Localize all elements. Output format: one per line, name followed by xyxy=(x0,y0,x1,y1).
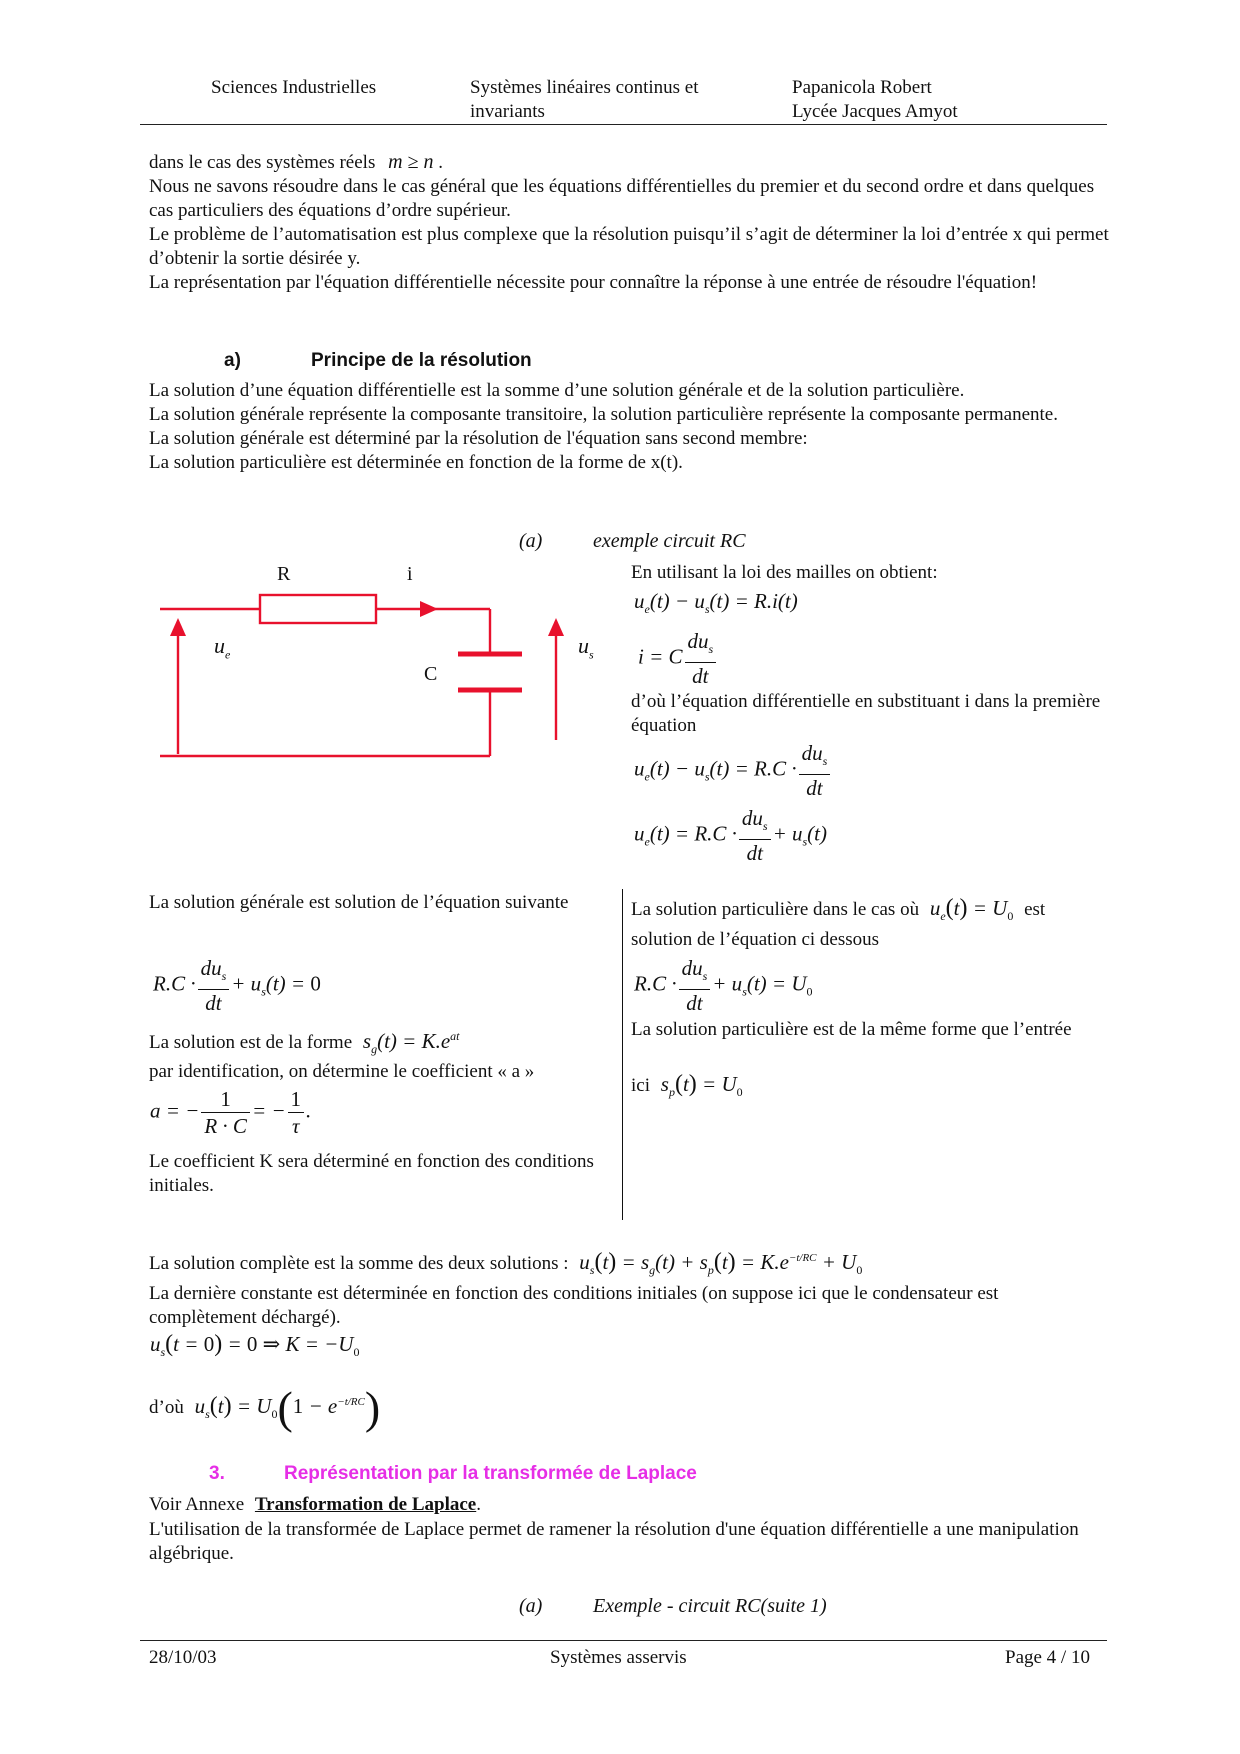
arrow-us-head xyxy=(548,618,564,636)
equation-particular: R.C · $\frac{du_s}{dt}$ + $u_s(t) = U_0$ xyxy=(634,956,813,1016)
equation-coef-a: a = − $\frac{1}{R \cdot C}$ = − $\frac{1}{\tau}$ . xyxy=(150,1087,312,1138)
label-R: R xyxy=(277,563,291,585)
coef-K-text: Le coefficient K sera déterminé en fonction des conditions initiales. xyxy=(149,1151,594,1196)
section-a-p3: La solution générale est déterminé par la résolution de l'équation sans second membre: xyxy=(149,428,808,449)
particular-same-form: La solution particulière est de la même forme que l’entrée xyxy=(631,1019,1072,1040)
intro-p3: Le problème de l’automatisation est plus complexe que la résolution puisqu’il s’agit de déterminer la loi d’entrée x qui permet d’obtenir la sortie désirée y. xyxy=(149,224,1109,269)
footer-date: 28/10/03 xyxy=(149,1647,217,1668)
equation-diff-1: $u_e(t) - u_s(t) = R.C$ · $\frac{du_s}{dt}$ xyxy=(634,740,832,801)
laplace-annex-link[interactable]: Transformation de Laplace xyxy=(254,1494,477,1515)
identification-text: par identification, on détermine le coefficient « a » xyxy=(149,1061,535,1082)
current-arrow-head xyxy=(420,601,438,617)
equation-mesh: $u_e(t) - u_s(t) = R.i(t)$ xyxy=(634,589,798,617)
header-right-line2: Lycée Jacques Amyot xyxy=(792,101,958,122)
equation-input-step: $u_e(t) = U_0$ xyxy=(929,895,1014,924)
section-a-p2: La solution générale représente la composante transitoire, la solution particulière représente la composante permanente. xyxy=(149,404,1058,425)
section-3-num: 3. xyxy=(209,1463,225,1484)
equation-initial-condition: $u_s(t = 0) = 0$ ⇒ $K = -U_0$ xyxy=(150,1331,360,1360)
section-a-p1: La solution d’une équation différentielle est la somme d’une solution générale et de la solution particulière. xyxy=(149,380,965,401)
resistor xyxy=(260,595,376,623)
equation-general-form: $s_g(t) = K.e^{at}$ xyxy=(362,1029,460,1057)
intro-block xyxy=(149,150,1109,295)
complete-solution-line: La solution complète est la somme des deux solutions : $u_s(t) = s_g(t) + s_p(t) = K.e^{-t/RC} + U_0$ xyxy=(149,1249,863,1278)
example-title: exemple circuit RC xyxy=(593,530,746,552)
voir-annexe-line: Voir Annexe Transformation de Laplace. xyxy=(149,1494,481,1515)
example2-title: Exemple - circuit RC(suite 1) xyxy=(593,1595,827,1617)
header-right xyxy=(792,76,958,124)
section-a-num: a) xyxy=(224,350,241,371)
footer-rule xyxy=(140,1640,1107,1641)
footer-page: Page 4 / 10 xyxy=(1005,1647,1090,1668)
header-center-line1: Systèmes linéaires continus et xyxy=(470,77,699,98)
equation-diff-2: $u_e(t) = R.C$ · $\frac{du_s}{dt}$ + $u_s(t)$ xyxy=(634,806,827,866)
general-form-line: La solution est de la forme $s_g(t) = K.e^{at}$ xyxy=(149,1029,460,1057)
particular-intro-line2: solution de l’équation ci dessous xyxy=(631,929,880,950)
example2-num: (a) xyxy=(519,1595,543,1617)
label-i: i xyxy=(407,563,413,585)
equation-particular-form: $s_p(t) = U_0$ xyxy=(660,1071,743,1100)
label-us: $u_s$ xyxy=(578,633,594,662)
particular-ici-line: ici $s_p(t) = U_0$ xyxy=(631,1071,743,1100)
section-a-title: Principe de la résolution xyxy=(311,350,532,371)
header-center-line2: invariants xyxy=(470,101,545,122)
label-C: C xyxy=(424,663,438,685)
general-solution-intro: La solution générale est solution de l’équation suivante xyxy=(149,892,569,913)
header-center xyxy=(470,76,698,124)
intro-math: m ≥ n xyxy=(388,151,434,173)
equation-final: $u_s(t) = U_0(1 - e^{-t/RC})$ xyxy=(194,1382,381,1433)
section-a-p4: La solution particulière est déterminée en fonction de la forme de x(t). xyxy=(149,452,683,473)
particular-intro-line: La solution particulière dans le cas où $u_e(t) = U_0$ est xyxy=(631,895,1046,924)
intro-line1: dans le cas des systèmes réels m ≥ n . xyxy=(149,151,444,173)
equation-homogeneous: R.C · $\frac{du_s}{dt}$ + $u_s(t) = 0$ xyxy=(153,956,321,1016)
header-right-line1: Papanicola Robert xyxy=(792,77,932,98)
final-solution-line: d’où $u_s(t) = U_0(1 - e^{-t/RC})$ xyxy=(149,1382,381,1433)
mesh-intro: En utilisant la loi des mailles on obtient: xyxy=(631,562,938,583)
example-num: (a) xyxy=(519,530,543,552)
section-a-body xyxy=(149,379,1109,475)
header-left: Sciences Industrielles xyxy=(211,77,377,98)
arrow-ue-head xyxy=(170,618,186,636)
section-3-title: Représentation par la transformée de Laplace xyxy=(284,1463,697,1484)
footer-center: Systèmes asservis xyxy=(550,1647,687,1668)
constant-text: La dernière constante est déterminée en fonction des conditions initiales (on suppose ici que le condensateur est complètement déchargé). xyxy=(149,1283,999,1328)
intro-p4: La représentation par l'équation différentielle nécessite pour connaître la réponse à une entrée de résoudre l'équation! xyxy=(149,272,1038,293)
label-ue: $u_e$ xyxy=(214,633,231,662)
equation-complete: $u_s(t) = s_g(t) + s_p(t) = K.e^{-t/RC} + U_0$ xyxy=(579,1249,863,1278)
substitution-text: d’où l’équation différentielle en substituant i dans la première équation xyxy=(631,691,1101,736)
column-divider xyxy=(622,889,623,1220)
header-rule xyxy=(140,124,1107,125)
equation-current: i = C $\frac{du_s}{dt}$ xyxy=(638,628,718,689)
intro-p2: Nous ne savons résoudre dans le cas général que les équations différentielles du premier et du second ordre et dans quelques cas particuliers des équations d’ordre supérieur. xyxy=(149,176,1095,221)
section-3-p1: L'utilisation de la transformée de Laplace permet de ramener la résolution d'une équation différentielle a une manipulation algébrique. xyxy=(149,1519,1079,1564)
